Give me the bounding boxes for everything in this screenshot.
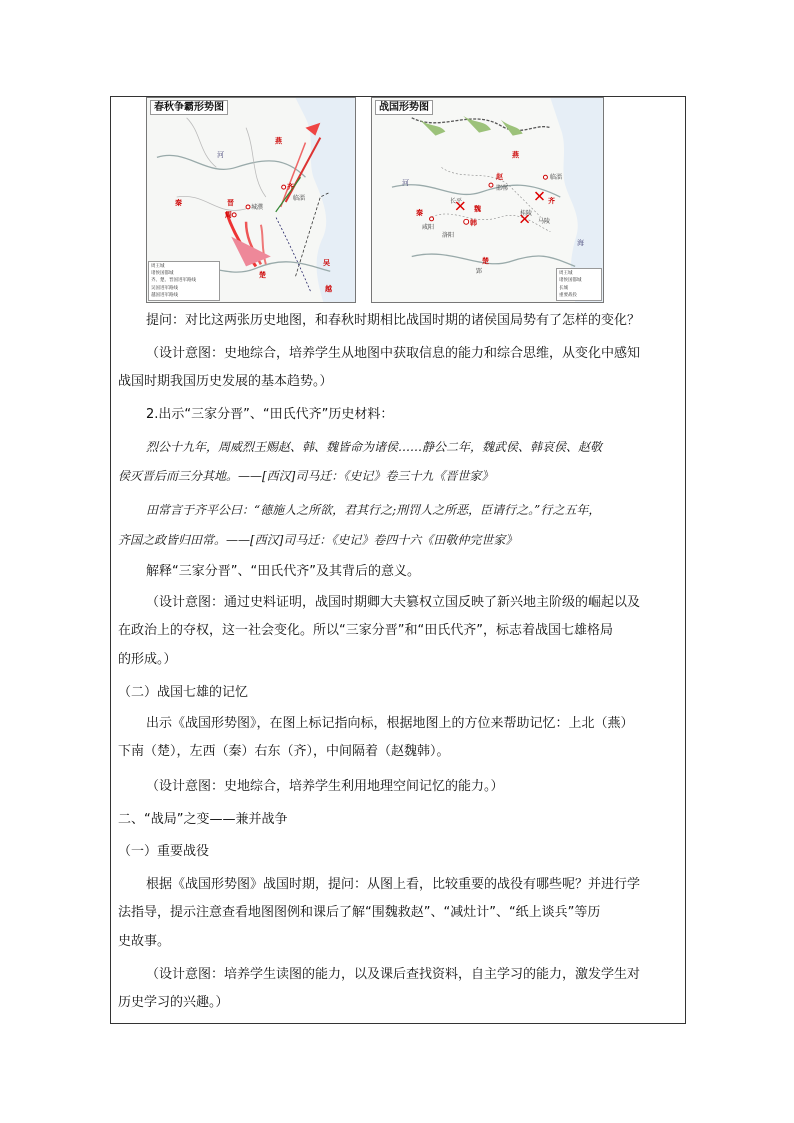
map1-state-yan: 燕	[275, 137, 282, 145]
warring-states-map	[371, 97, 604, 303]
subsection-heading: （一）重要战役	[118, 844, 210, 859]
body-line: 法指导，提示注意查看地图图例和课后了解“围魏救赵”、“减灶计”、“纸上谈兵”等历	[118, 905, 601, 920]
map2-legend-item: 诸侯国都城	[559, 278, 582, 284]
map1-state-chu: 楚	[259, 271, 266, 279]
map1-legend-item: 诸侯国都城	[151, 271, 174, 277]
map1-state-zhou: 周	[225, 211, 232, 219]
quote-line: 齐国之政皆归田常。——[西汉]司马迁：《史记》卷四十六《田敬仲完世家》	[118, 533, 518, 547]
map2-sea-label: 海	[577, 239, 584, 247]
map2-state-qi: 齐	[548, 197, 555, 205]
map1-legend-item: 周王城	[151, 263, 165, 269]
quote-line: 田常言于齐平公曰：“德施人之所欲，君其行之;刑罚人之所恶，臣请行之。”行之五年，	[146, 503, 601, 517]
map2-legend-item: 长城	[559, 285, 568, 291]
map1-city-chengpu: 城濮	[251, 204, 264, 211]
map1-city-linzi: 临淄	[293, 195, 306, 202]
body-line: 下南（楚），左西（秦）右东（齐），中间隔着（赵魏韩）。	[118, 744, 450, 759]
body-line: 根据《战国形势图》战国时期，提问：从图上看，比较重要的战役有哪些呢？并进行学	[146, 877, 641, 892]
map1-state-yue: 越	[325, 285, 332, 293]
map2-city-luoyang: 洛阳	[442, 232, 455, 239]
explain-prompt: 解释“三家分晋”、“田氏代齐”及其背后的意义。	[146, 564, 420, 579]
map2-city-changping: 长平	[450, 198, 463, 205]
map2-city-handan: 邯郸	[496, 185, 509, 192]
map2-state-wei: 魏	[474, 205, 481, 213]
map1-state-qi: 齐	[287, 183, 294, 191]
question-compare-maps: 提问：对比这两张历史地图，和春秋时期相比战国时期的诸侯国局势有了怎样的变化？	[146, 313, 641, 328]
design-intent-line: （设计意图：史地综合，培养学生利用地理空间记忆的能力。）	[146, 779, 504, 794]
map2-state-yan: 燕	[512, 151, 519, 159]
spring-autumn-legend	[148, 261, 220, 301]
spring-autumn-map	[146, 97, 356, 303]
map1-legend-item: 吴国进军路线	[151, 285, 178, 291]
design-intent-line: 历史学习的兴趣。）	[118, 995, 229, 1010]
design-intent-line: （设计意图：培养学生读图的能力，以及课后查找资料，自主学习的能力，激发学生对	[146, 967, 641, 982]
section-heading: 二、“战局”之变——兼并战争	[118, 812, 288, 827]
map2-legend-item: 周王城	[559, 271, 573, 277]
map2-state-chu: 楚	[482, 257, 489, 265]
map2-legend-item: 重要战役	[559, 292, 577, 298]
map1-state-qin: 秦	[175, 199, 182, 207]
map2-city-linzi: 临淄	[550, 174, 563, 181]
map2-city-guiling: 桂陵	[520, 210, 533, 217]
map2-city-ying: 郢	[476, 268, 483, 275]
design-intent-line: 在政治上的夺权，这一社会变化。所以“三家分晋”和“田氏代齐”，标志着战国七雄格局	[118, 623, 613, 638]
spring-autumn-map-title: 春秋争霸形势图	[150, 100, 228, 115]
map1-legend-item: 齐、楚、晋国进军路线	[151, 278, 196, 284]
map2-city-maling: 马陵	[538, 218, 551, 225]
map2-city-xianyang: 咸阳	[422, 224, 435, 231]
map1-river-label: 河	[217, 151, 224, 159]
design-intent-line: （设计意图：史地综合，培养学生从地图中获取信息的能力和综合思维，从变化中感知	[146, 346, 641, 361]
map1-state-jin: 晋	[227, 199, 234, 207]
warring-states-map-title: 战国形势图	[375, 100, 433, 115]
map2-state-qin: 秦	[416, 209, 423, 217]
quote-line: 烈公十九年，周威烈王赐赵、韩、魏皆命为诸侯……静公二年，魏武侯、韩哀侯、赵敬	[146, 440, 603, 454]
section-heading: （二）战国七雄的记忆	[118, 685, 249, 700]
design-intent-line: 的形成。）	[118, 652, 177, 667]
map2-state-han: 韩	[470, 219, 477, 227]
map2-river-label: 河	[402, 179, 409, 187]
map1-state-wu: 吴	[323, 259, 330, 267]
design-intent-line: （设计意图：通过史料证明，战国时期卿大夫篡权立国反映了新兴地主阶级的崛起以及	[146, 595, 641, 610]
body-line: 史故事。	[118, 934, 171, 949]
warring-states-legend	[556, 268, 602, 301]
map2-state-zhao: 赵	[496, 173, 503, 181]
map1-legend-item: 越国进军路线	[151, 292, 178, 298]
quote-line: 侯灭晋后而三分其地。——[西汉]司马迁：《史记》卷三十九《晋世家》	[118, 469, 494, 483]
body-line: 出示《战国形势图》，在图上标记指向标，根据地图上的方位来帮助记忆：上北（燕）	[146, 716, 634, 731]
design-intent-line: 战国时期我国历史发展的基本趋势。）	[118, 374, 333, 389]
material-heading: 2.出示“三家分晋”、“田氏代齐”历史材料：	[146, 407, 394, 422]
